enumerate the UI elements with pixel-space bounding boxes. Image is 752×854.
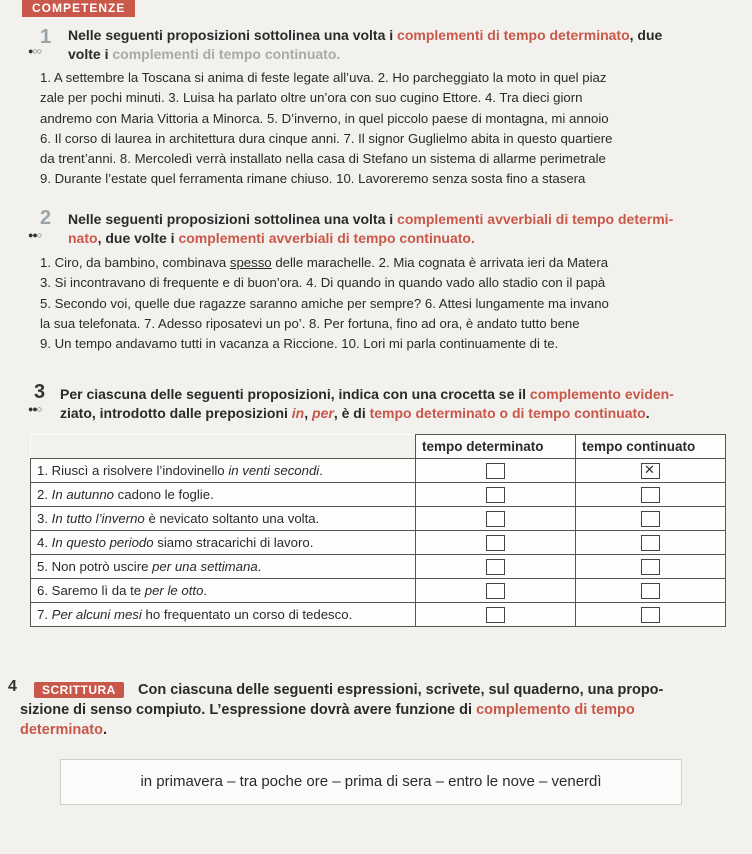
exercise-number-2: 2 bbox=[40, 207, 52, 229]
ex2-instruction: Nelle seguenti proposizioni sottolinea una volta i complementi avverbiali di tempo determi- nato, due volte i complementi avverbiali di tempo continuato. bbox=[68, 211, 674, 246]
row-sentence: 3. In tutto l’inverno è nevicato soltanto una volta. bbox=[31, 507, 416, 531]
difficulty-dots-icon: ●●○ bbox=[28, 230, 42, 240]
col-header-tempo-determinato: tempo determinato bbox=[416, 435, 576, 459]
ex1-line: 1. A settembre la Toscana si anima di feste legate all’uva. 2. Ho parcheggiato la moto in quel piaz bbox=[40, 70, 607, 85]
exercise-number-3: 3 bbox=[34, 381, 46, 403]
table-row bbox=[31, 555, 726, 579]
row-sentence: 4. In questo periodo siamo stracarichi di lavoro. bbox=[31, 531, 416, 555]
ex2-line: 3. Si incontravano di frequente e di buon’ora. 4. Di quando in quando vado allo stadio con il papà bbox=[40, 275, 606, 291]
table-corner bbox=[31, 435, 416, 459]
row-sentence: 5. Non potrò uscire per una settimana. bbox=[31, 555, 416, 579]
ex1-line: da trent’anni. 8. Mercoledì verrà installato nella casa di Stefano un sistema di allarme perimetrale bbox=[40, 151, 606, 167]
checkbox-determinato[interactable] bbox=[486, 487, 505, 503]
table-row bbox=[31, 603, 726, 627]
table-row bbox=[31, 459, 726, 483]
table-row bbox=[31, 579, 726, 603]
ex1-sentences bbox=[40, 68, 752, 190]
ex2-sentences bbox=[40, 253, 752, 354]
ex1-line: 6. Il corso di laurea in architettura dura cinque anni. 7. Il signor Guglielmo abita in questo quartiere bbox=[40, 130, 613, 146]
table-row bbox=[31, 507, 726, 531]
row-sentence: 1. Riuscì a risolvere l’indovinello in venti secondi. bbox=[31, 459, 416, 483]
checkbox-continuato[interactable] bbox=[641, 559, 660, 575]
checkbox-continuato[interactable] bbox=[641, 607, 660, 623]
col-header-tempo-continuato: tempo continuato bbox=[576, 435, 726, 459]
ex2-line: la sua telefonata. 7. Adesso riposatevi un po’. 8. Per fortuna, fino ad ora, è andato tutto bene bbox=[40, 315, 580, 331]
row-sentence: 7. Per alcuni mesi ho frequentato un corso di tedesco. bbox=[31, 603, 416, 627]
ex1-instruction: Nelle seguenti proposizioni sottolinea una volta i complementi di tempo determinato, due volte i complementi di tempo continuato. bbox=[68, 27, 663, 62]
ex1-line: 9. Durante l’estate quel ferramenta rimane chiuso. 10. Lavoreremo senza sosta fino a stasera bbox=[40, 171, 586, 187]
checkbox-determinato[interactable] bbox=[486, 463, 505, 479]
ex1-line: andremo con Maria Vittoria a Minorca. 5. D’inverno, in quel piccolo paese di montagna, mi annoio bbox=[40, 110, 609, 126]
expressions-list: in primavera – tra poche ore – prima di sera – entro le nove – venerdì bbox=[140, 773, 602, 790]
answer-table bbox=[30, 434, 726, 627]
checkbox-continuato[interactable] bbox=[641, 535, 660, 551]
difficulty-dots-icon: ●●○ bbox=[28, 404, 42, 414]
ex1-line: zale per pochi minuti. 3. Luisa ha parlato oltre un’ora con suo cugino Ettore. 4. Tra dieci giorn bbox=[40, 90, 583, 106]
table-row bbox=[31, 531, 726, 555]
row-sentence: 6. Saremo lì da te per le otto. bbox=[31, 579, 416, 603]
checkbox-determinato[interactable] bbox=[486, 511, 505, 527]
ex2-line: 9. Un tempo andavamo tutti in vacanza a Riccione. 10. Lori mi parla continuamente di te. bbox=[40, 336, 559, 352]
exercise-number-1: 1 bbox=[40, 26, 52, 48]
checkbox-determinato[interactable] bbox=[486, 583, 505, 599]
checkbox-continuato[interactable] bbox=[641, 511, 660, 527]
checkbox-determinato[interactable] bbox=[486, 607, 505, 623]
section-tag: COMPETENZE bbox=[22, 0, 135, 17]
ex4-instruction: Con ciascuna delle seguenti espressioni, scrivete, sul quaderno, una propo- sizione di senso compiuto. L’espressione dovrà avere funzione di complemento di tempo determinato. bbox=[20, 682, 664, 738]
checkbox-determinato[interactable] bbox=[486, 559, 505, 575]
checkbox-continuato[interactable] bbox=[641, 487, 660, 503]
checkbox-continuato-checked[interactable] bbox=[641, 463, 660, 479]
scrittura-badge: SCRITTURA bbox=[34, 681, 124, 699]
row-sentence: 2. In autunno cadono le foglie. bbox=[31, 483, 416, 507]
difficulty-dots-icon: ●○○ bbox=[28, 46, 42, 56]
ex2-line: 5. Secondo voi, quelle due ragazze saranno amiche per sempre? 6. Attesi lungamente ma invano bbox=[40, 295, 609, 311]
ex3-instruction: Per ciascuna delle seguenti proposizioni, indica con una crocetta se il complemento eviden- ziato, introdotto dalle preposizioni in, per, è di tempo determinato o di tempo continuato. bbox=[60, 386, 674, 421]
table-row bbox=[31, 483, 726, 507]
checkbox-continuato[interactable] bbox=[641, 583, 660, 599]
exercise-number-4: 4 bbox=[8, 678, 17, 695]
table-header-row bbox=[31, 435, 726, 459]
ex2-line: 1. Ciro, da bambino, combinava spesso delle marachelle. 2. Mia cognata è arrivata ieri da Matera bbox=[40, 255, 609, 270]
checkbox-determinato[interactable] bbox=[486, 535, 505, 551]
expressions-box bbox=[60, 759, 682, 805]
